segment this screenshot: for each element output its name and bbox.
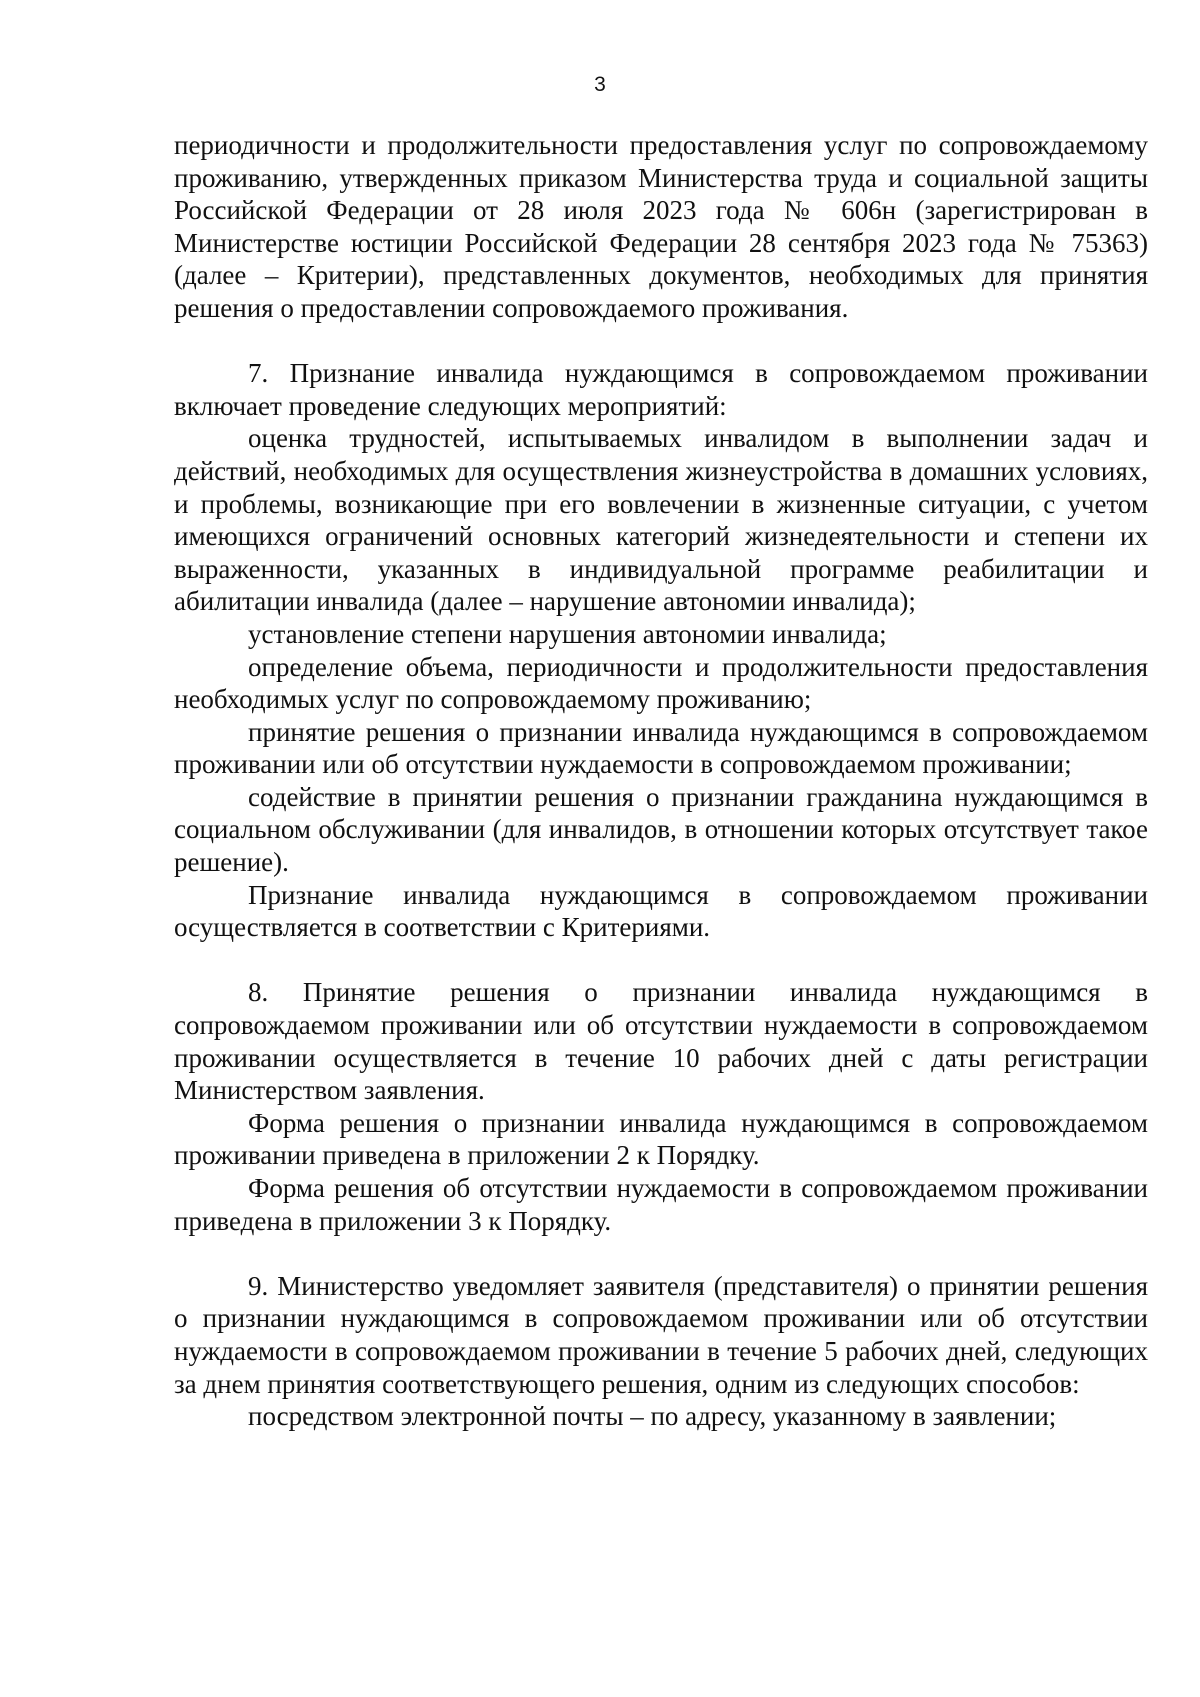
list-item-assessment: оценка трудностей, испытываемых инвалидом в выполнении задач и действий, необходимых для осуществления жизнеустройства в домашних условиях, и проблемы, возникающие при его вовлечении в жизненные ситуации, с учетом имеющихся ограничений основных категорий жизнедеятельности и степени их выраженности, указанных в индивидуальной программе реабилитации и абилитации инвалида (далее – нарушение автономии инвалида); bbox=[174, 423, 1148, 617]
paragraph-criteria-compliance: Признание инвалида нуждающимся в сопровождаемом проживании осуществляется в соответствии с Критериями. bbox=[174, 879, 1148, 943]
list-item-social-service-assistance: содействие в принятии решения о признании гражданина нуждающимся в социальном обслуживании (для инвалидов, в отношении которых отсутствует такое решение). bbox=[174, 781, 1148, 878]
paragraph-clause-7: 7. Признание инвалида нуждающимся в сопровождаемом проживании включает проведение следующих мероприятий: bbox=[174, 358, 1148, 421]
paragraph-clause-8: 8. Принятие решения о признании инвалида нуждающимся в сопровождаемом проживании или об отсутствии нуждаемости в сопровождаемом проживании осуществляется в течение 10 рабочих дней с даты регистрации Министерством заявления. bbox=[174, 977, 1148, 1106]
list-item-services-scope: определение объема, периодичности и продолжительности предоставления необходимых услуг по сопровождаемому проживанию; bbox=[174, 651, 1148, 715]
list-item-decision: принятие решения о признании инвалида нуждающимся в сопровождаемом проживании или об отсутствии нуждаемости в сопровождаемом проживании; bbox=[174, 716, 1148, 780]
document-body bbox=[174, 129, 1148, 1433]
paragraph-criteria-continuation: периодичности и продолжительности предоставления услуг по сопровождаемому проживанию, утвержденных приказом Министерства труда и социальной защиты Российской Федерации от 28 июля 2023 года № 606н (зарегистрирован в Министерстве юстиции Российской Федерации 28 сентября 2023 года № 75363) (далее – Критерии), представленных документов, необходимых для принятия решения о предоставлении сопровождаемого проживания. bbox=[174, 130, 1148, 323]
paragraph-form-appendix-2: Форма решения о признании инвалида нуждающимся в сопровождаемом проживании приведена в приложении 2 к Порядку. bbox=[174, 1107, 1148, 1171]
paragraph-clause-9: 9. Министерство уведомляет заявителя (представителя) о принятии решения о признании нуждающимся в сопровождаемом проживании или об отсутствии нуждаемости в сопровождаемом проживании в течение 5 рабочих дней, следующих за днем принятия соответствующего решения, одним из следующих способов: bbox=[174, 1270, 1148, 1399]
paragraph-form-appendix-3: Форма решения об отсутствии нуждаемости в сопровождаемом проживании приведена в приложении 3 к Порядку. bbox=[174, 1173, 1148, 1236]
list-item-email-notification: посредством электронной почты – по адресу, указанному в заявлении; bbox=[248, 1401, 1057, 1432]
page-number: 3 bbox=[594, 73, 606, 96]
list-item-autonomy-degree: установление степени нарушения автономии инвалида; bbox=[248, 618, 887, 649]
